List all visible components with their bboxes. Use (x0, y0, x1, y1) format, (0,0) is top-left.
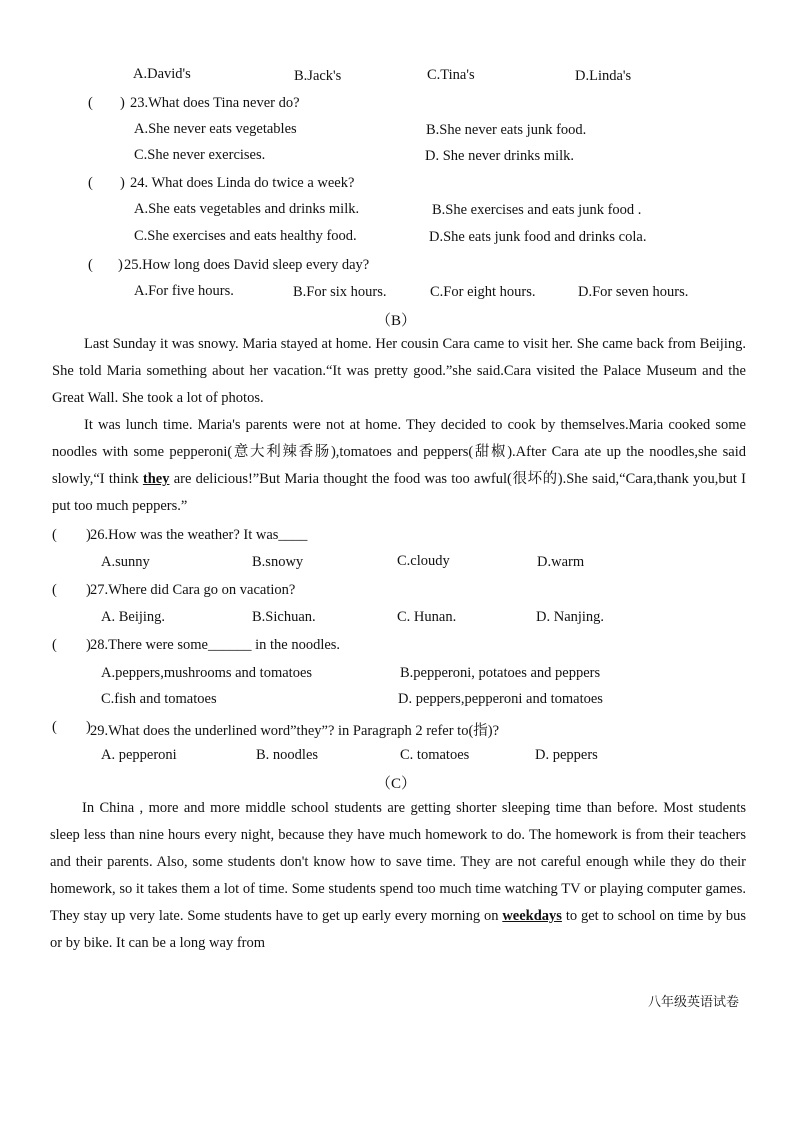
q25-option-b: B.For six hours. (293, 284, 387, 300)
q28-option-b: B.pepperoni, potatoes and peppers (400, 665, 601, 681)
passage-c (50, 795, 746, 957)
q28-option-c: C.fish and tomatoes (101, 691, 217, 707)
passage-b (52, 331, 746, 520)
passage-c-paragraph-1 (50, 795, 746, 957)
q29-option-c: C. tomatoes (400, 747, 470, 763)
q22-option-d: D.Linda's (575, 68, 632, 84)
q25-option-d: D.For seven hours. (578, 284, 689, 300)
q29-option-b: B. noodles (256, 747, 319, 763)
q25-option-a: A.For five hours. (134, 283, 234, 299)
q26-bracket-open: ( (52, 527, 57, 543)
passage-b-p2-text-2: are delicious!”But Maria thought the food was too awful(很坏的).She said,“Cara,thank you,but I put too much peppers.” (52, 471, 746, 514)
q28-bracket-close: ) (86, 637, 91, 653)
q27-option-b: B.Sichuan. (252, 609, 316, 625)
q27-stem: 27.Where did Cara go on vacation? (90, 582, 296, 598)
q22-option-b: B.Jack's (294, 68, 342, 84)
section-c-heading: （C） (376, 776, 417, 792)
q25-option-c: C.For eight hours. (430, 284, 536, 300)
q24-bracket-close: ) (120, 175, 125, 191)
q24-option-b: B.She exercises and eats junk food . (432, 202, 642, 218)
q22-option-c: C.Tina's (427, 67, 475, 83)
q24-option-d: D.She eats junk food and drinks cola. (429, 229, 647, 245)
q28-stem: 28.There were some______ in the noodles. (90, 637, 341, 653)
q23-bracket-open: ( (88, 95, 93, 111)
q23-stem: 23.What does Tina never do? (130, 95, 300, 111)
q23-option-b: B.She never eats junk food. (426, 122, 587, 138)
page-footer: 八年级英语试卷 (648, 995, 740, 1010)
q25-stem: 25.How long does David sleep every day? (124, 257, 370, 273)
q29-bracket-close: ) (86, 719, 91, 735)
q24-option-c: C.She exercises and eats healthy food. (134, 228, 357, 244)
passage-b-p2-text-1: It was lunch time. Maria's parents were not at home. They decided to cook by themselves.Maria cooked some noodles with some pepperoni(意大利辣香肠),tomatoes and peppers(甜椒).After Cara ate up the noodles,she said slowly,“I think (52, 417, 746, 487)
q29-option-a: A. pepperoni (101, 747, 177, 763)
q26-option-a: A.sunny (101, 554, 150, 570)
passage-b-paragraph-2 (52, 412, 746, 520)
q27-option-d: D. Nanjing. (536, 609, 605, 625)
q29-bracket-open: ( (52, 719, 57, 735)
q27-bracket-close: ) (86, 582, 91, 598)
q29-option-d: D. peppers (535, 747, 598, 763)
q26-option-b: B.snowy (252, 554, 304, 570)
q23-bracket-close: ) (120, 95, 125, 111)
q26-option-c: C.cloudy (397, 553, 450, 569)
q25-bracket-close: ) (118, 257, 123, 273)
q26-bracket-close: ) (86, 527, 91, 543)
passage-b-paragraph-1: Last Sunday it was snowy. Maria stayed at home. Her cousin Cara came to visit her. She came back from Beijing. She told Maria something about her vacation.“It was pretty good.”she said.Cara visited the Palace Museum and the Great Wall. She took a lot of photos. (52, 336, 746, 406)
q23-option-d: D. She never drinks milk. (425, 148, 575, 164)
q24-stem: 24. What does Linda do twice a week? (130, 175, 355, 191)
passage-c-p1-text-2: to get to school on time by bus or by bike. It can be a long way from (50, 908, 746, 951)
underlined-word-weekdays: weekdays (502, 908, 562, 924)
underlined-word-they: they (142, 471, 170, 487)
q24-option-a: A.She eats vegetables and drinks milk. (134, 201, 360, 217)
q28-option-d: D. peppers,pepperoni and tomatoes (398, 691, 603, 707)
q25-bracket-open: ( (88, 257, 93, 273)
q29-stem: 29.What does the underlined word”they”? in Paragraph 2 refer to(指)? (90, 723, 500, 739)
section-b-heading: （B） (376, 313, 417, 329)
q28-option-a: A.peppers,mushrooms and tomatoes (101, 665, 313, 681)
q27-bracket-open: ( (52, 582, 57, 598)
q24-bracket-open: ( (88, 175, 93, 191)
passage-c-p1-text-1: In China , more and more middle school students are getting shorter sleeping time than before. Most students sleep less than nine hours every night, because they have much homework to do. The homework is from their teachers and their parents. Also, some students don't know how to save time. They are not careful enough while they do their homework, so it takes them a lot of time. Some students spend too much time watching TV or playing computer games. They stay up very late. Some students have to get up early every morning on (50, 800, 746, 924)
q28-bracket-open: ( (52, 637, 57, 653)
q23-option-a: A.She never eats vegetables (134, 121, 297, 137)
q27-option-c: C. Hunan. (397, 609, 457, 625)
q26-stem: 26.How was the weather? It was____ (90, 527, 308, 543)
q23-option-c: C.She never exercises. (134, 147, 266, 163)
q22-option-a: A.David's (133, 66, 191, 82)
q26-option-d: D.warm (537, 554, 585, 570)
q27-option-a: A. Beijing. (101, 609, 166, 625)
